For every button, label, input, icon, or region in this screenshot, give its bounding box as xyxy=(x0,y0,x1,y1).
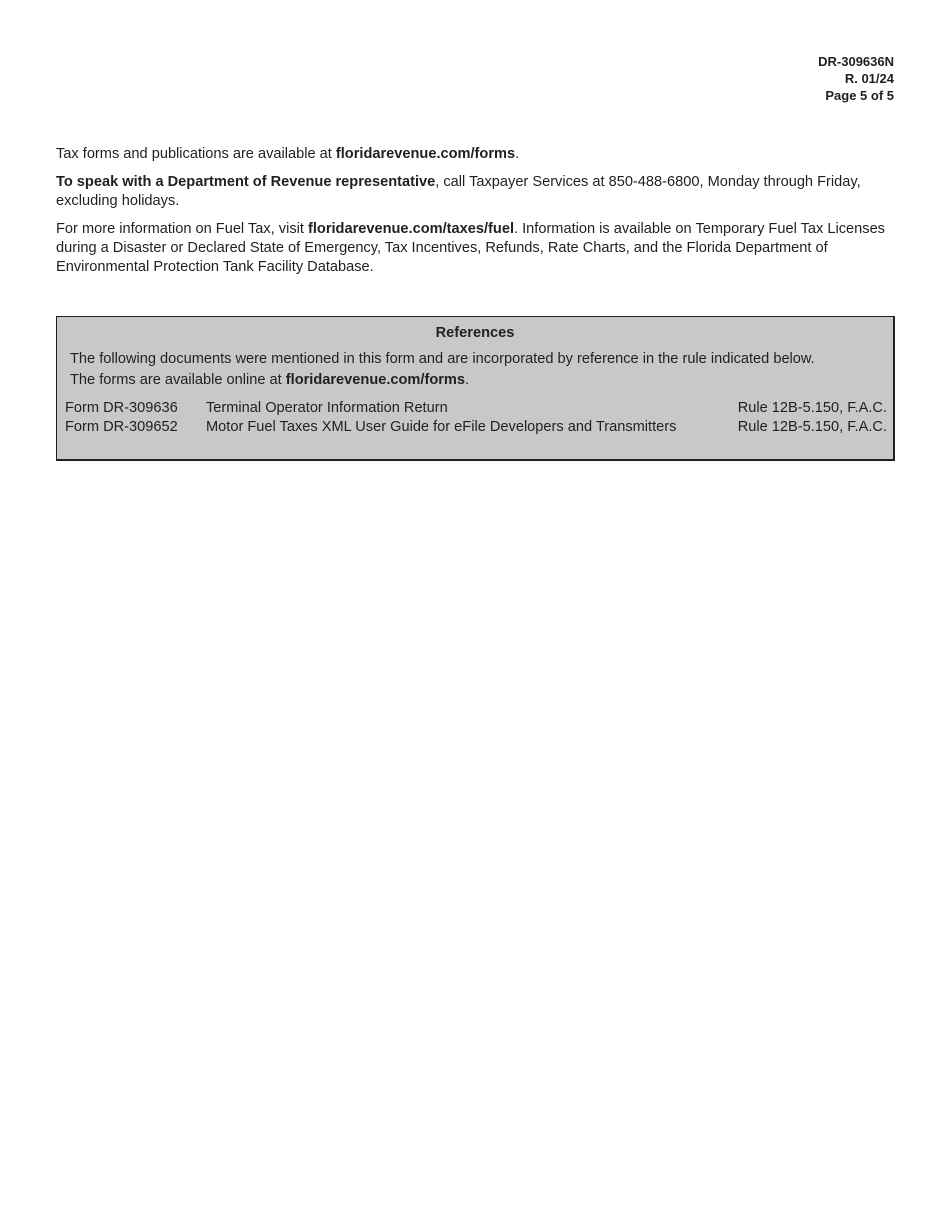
form-revision: R. 01/24 xyxy=(844,71,894,86)
page-number: Page 5 of 5 xyxy=(825,88,894,103)
reference-title: Terminal Operator Information Return xyxy=(206,400,448,416)
reference-rule: Rule 12B-5.150, F.A.C. xyxy=(737,419,887,435)
table-row xyxy=(65,399,887,418)
contact-heading: To speak with a Department of Revenue representative xyxy=(56,174,436,190)
forms-availability-paragraph xyxy=(56,145,894,164)
table-row xyxy=(65,418,887,437)
forms-link[interactable]: floridarevenue.com/forms xyxy=(335,146,516,162)
fuel-tax-paragraph xyxy=(56,220,894,277)
references-table xyxy=(65,399,887,437)
references-box xyxy=(56,316,895,461)
reference-form-number: Form DR-309636 xyxy=(65,400,178,416)
contact-paragraph xyxy=(56,173,894,211)
references-intro-suffix: . xyxy=(465,372,470,388)
reference-form-number: Form DR-309652 xyxy=(65,419,178,435)
reference-rule: Rule 12B-5.150, F.A.C. xyxy=(737,400,887,416)
form-number: DR-309636N xyxy=(818,54,894,69)
references-intro-prefix: The forms are available online at xyxy=(70,372,286,388)
form-header xyxy=(818,53,894,104)
fuel-prefix-text: For more information on Fuel Tax, visit xyxy=(56,221,308,237)
contact-text: , call Taxpayer Services at 850-488-6800, Monday through Friday, excluding holidays. xyxy=(56,174,861,209)
references-forms-link[interactable]: floridarevenue.com/forms xyxy=(285,372,466,388)
references-intro-line1: The following documents were mentioned in this form and are incorporated by reference in the rule indicated below. xyxy=(70,351,815,367)
references-intro-line2 xyxy=(70,370,879,391)
info-section xyxy=(56,145,894,286)
reference-title: Motor Fuel Taxes XML User Guide for eFile Developers and Transmitters xyxy=(206,419,677,435)
forms-suffix-text: . xyxy=(515,146,520,162)
fuel-rest-text: . Information is available on Temporary Fuel Tax Licenses during a Disaster or Declared State of Emergency, Tax Incentives, Refunds, Rate Charts, and the Florida Department of Environmental Protection Tank Facility Database. xyxy=(56,221,885,275)
forms-prefix-text: Tax forms and publications are available at xyxy=(56,146,336,162)
references-title: References xyxy=(435,325,515,341)
references-intro xyxy=(70,349,879,391)
fuel-tax-link[interactable]: floridarevenue.com/taxes/fuel xyxy=(307,221,514,237)
